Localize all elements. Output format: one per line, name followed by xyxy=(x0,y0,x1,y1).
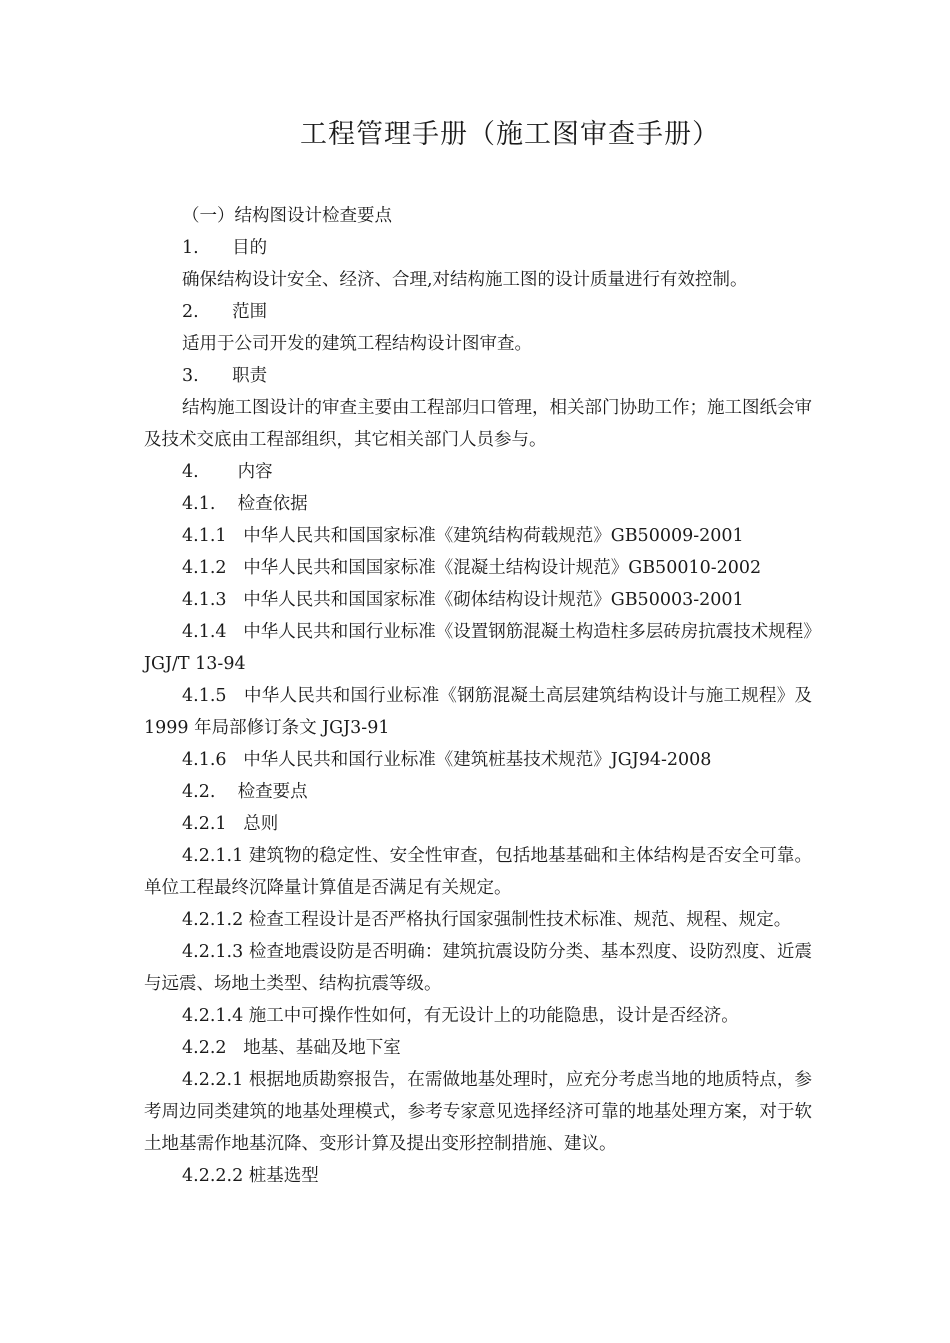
item-heading: 4.2.2 地基、基础及地下室 xyxy=(182,1038,401,1058)
standard-reference: 4.1.6 中华人民共和国行业标准《建筑桩基技术规范》JGJ94-2008 xyxy=(182,750,712,770)
document-body xyxy=(144,200,818,1192)
item-heading: 1. 目的 xyxy=(182,238,268,258)
paragraph: 4.2.1.3 检查地震设防是否明确：建筑抗震设防分类、基本烈度、设防烈度、近震与远震、场地土类型、结构抗震等级。 xyxy=(144,942,812,994)
paragraph: 4.2.2.1 根据地质勘察报告，在需做地基处理时，应充分考虑当地的地质特点，参考周边同类建筑的地基处理模式，参考专家意见选择经济可靠的地基处理方案，对于软土地基需作地基沉降、变形计算及提出变形控制措施、建议。 xyxy=(144,1070,812,1154)
item-heading: 4.2.1 总则 xyxy=(182,814,279,834)
paragraph: 4.2.1.1 建筑物的稳定性、安全性审查，包括地基基础和主体结构是否安全可靠。单位工程最终沉降量计算值是否满足有关规定。 xyxy=(144,846,812,898)
standard-reference: 4.1.5 中华人民共和国行业标准《钢筋混凝土高层建筑结构设计与施工规程》及 1999 年局部修订条文 JGJ3-91 xyxy=(144,686,818,738)
paragraph: 4.2.1.2 检查工程设计是否严格执行国家强制性技术标准、规范、规程、规定。 xyxy=(182,910,792,930)
standard-reference: 4.1.2 中华人民共和国国家标准《混凝土结构设计规范》GB50010-2002 xyxy=(182,558,762,578)
paragraph: 适用于公司开发的建筑工程结构设计图审查。 xyxy=(182,334,532,354)
item-heading: 4. 内容 xyxy=(182,462,273,482)
standard-reference: 4.1.3 中华人民共和国国家标准《砌体结构设计规范》GB50003-2001 xyxy=(182,590,744,610)
paragraph: 4.2.1.4 施工中可操作性如何，有无设计上的功能隐患，设计是否经济。 xyxy=(182,1006,739,1026)
standard-reference: 4.1.1 中华人民共和国国家标准《建筑结构荷载规范》GB50009-2001 xyxy=(182,526,744,546)
item-heading: 4.2. 检查要点 xyxy=(182,782,308,802)
standard-reference: 4.1.4 中华人民共和国行业标准《设置钢筋混凝土构造柱多层砖房抗震技术规程》JGJ/T 13-94 xyxy=(144,622,812,674)
item-heading: 2. 范围 xyxy=(182,302,268,322)
document-title: 工程管理手册（施工图审查手册） xyxy=(300,119,720,150)
item-heading: 3. 职责 xyxy=(182,366,268,386)
item-heading: 4.2.2.2 桩基选型 xyxy=(182,1166,319,1186)
section-heading: （一）结构图设计检查要点 xyxy=(182,206,392,226)
paragraph: 结构施工图设计的审查主要由工程部归口管理，相关部门协助工作；施工图纸会审及技术交底由工程部组织，其它相关部门人员参与。 xyxy=(144,398,812,450)
item-heading: 4.1. 检查依据 xyxy=(182,494,308,514)
paragraph: 确保结构设计安全、经济、合理,对结构施工图的设计质量进行有效控制。 xyxy=(182,270,748,290)
